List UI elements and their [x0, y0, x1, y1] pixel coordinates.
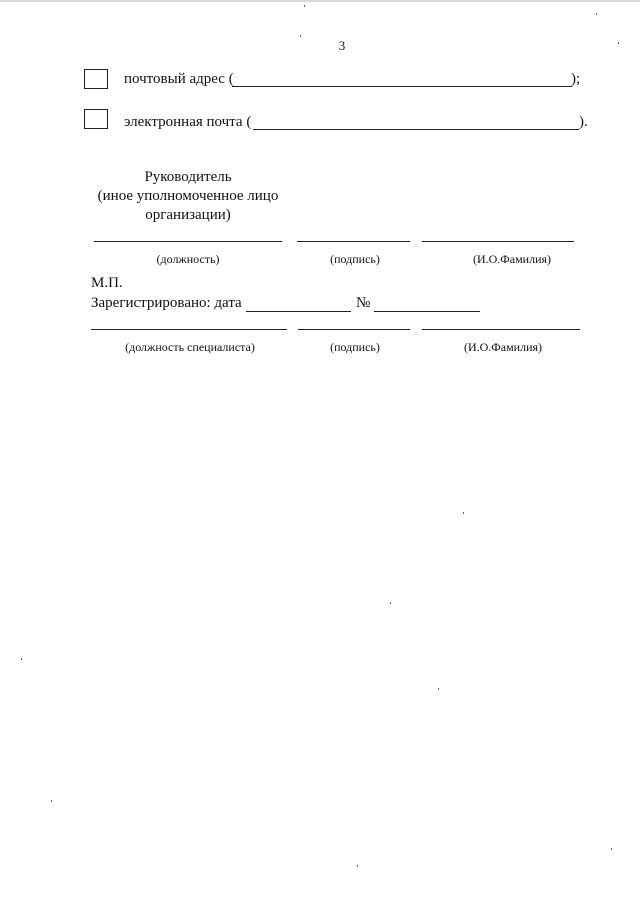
position-signature-line[interactable] — [94, 241, 282, 242]
registration-number-field[interactable] — [374, 311, 480, 312]
full-name-signature-line[interactable] — [422, 241, 574, 242]
scan-speck — [618, 42, 619, 44]
postal-address-field[interactable] — [232, 86, 572, 87]
specialist-position-caption: (должность специалиста) — [125, 340, 255, 354]
signatory-title-line-1: Руководитель — [144, 169, 232, 185]
scan-speck — [438, 688, 439, 690]
scan-speck — [357, 865, 358, 867]
registration-number-sign: № — [356, 295, 371, 311]
email-checkbox[interactable] — [84, 109, 108, 129]
specialist-signature-caption: (подпись) — [330, 340, 380, 354]
registration-date-field[interactable] — [246, 311, 351, 312]
scan-speck — [596, 13, 597, 15]
scan-speck — [300, 35, 301, 37]
scan-speck — [304, 5, 305, 7]
scan-speck — [463, 512, 464, 514]
postal-address-label: почтовый адрес ( — [124, 71, 234, 87]
email-closing: ). — [579, 114, 588, 130]
position-caption: (должность) — [156, 252, 220, 266]
signatory-title — [88, 168, 288, 225]
scan-speck — [21, 658, 22, 660]
full-name-caption: (И.О.Фамилия) — [472, 252, 552, 266]
page-number: 3 — [338, 38, 346, 53]
signatory-title-line-3: организации) — [145, 207, 231, 223]
scan-speck — [390, 602, 391, 604]
page-top-edge — [0, 0, 640, 2]
scan-speck — [51, 800, 52, 802]
scan-speck — [611, 848, 612, 850]
email-label: электронная почта ( — [124, 114, 252, 130]
postal-address-checkbox[interactable] — [84, 69, 108, 89]
specialist-full-name-caption: (И.О.Фамилия) — [463, 340, 543, 354]
email-field[interactable] — [253, 129, 579, 130]
stamp-label: М.П. — [91, 275, 123, 291]
signatory-title-line-2: (иное уполномоченное лицо — [97, 188, 279, 204]
signature-line[interactable] — [297, 241, 410, 242]
specialist-position-line[interactable] — [91, 329, 287, 330]
signature-caption: (подпись) — [330, 252, 380, 266]
specialist-signature-line[interactable] — [298, 329, 410, 330]
postal-address-closing: ); — [571, 71, 581, 87]
registration-label: Зарегистрировано: дата — [91, 295, 242, 311]
specialist-full-name-line[interactable] — [422, 329, 580, 330]
